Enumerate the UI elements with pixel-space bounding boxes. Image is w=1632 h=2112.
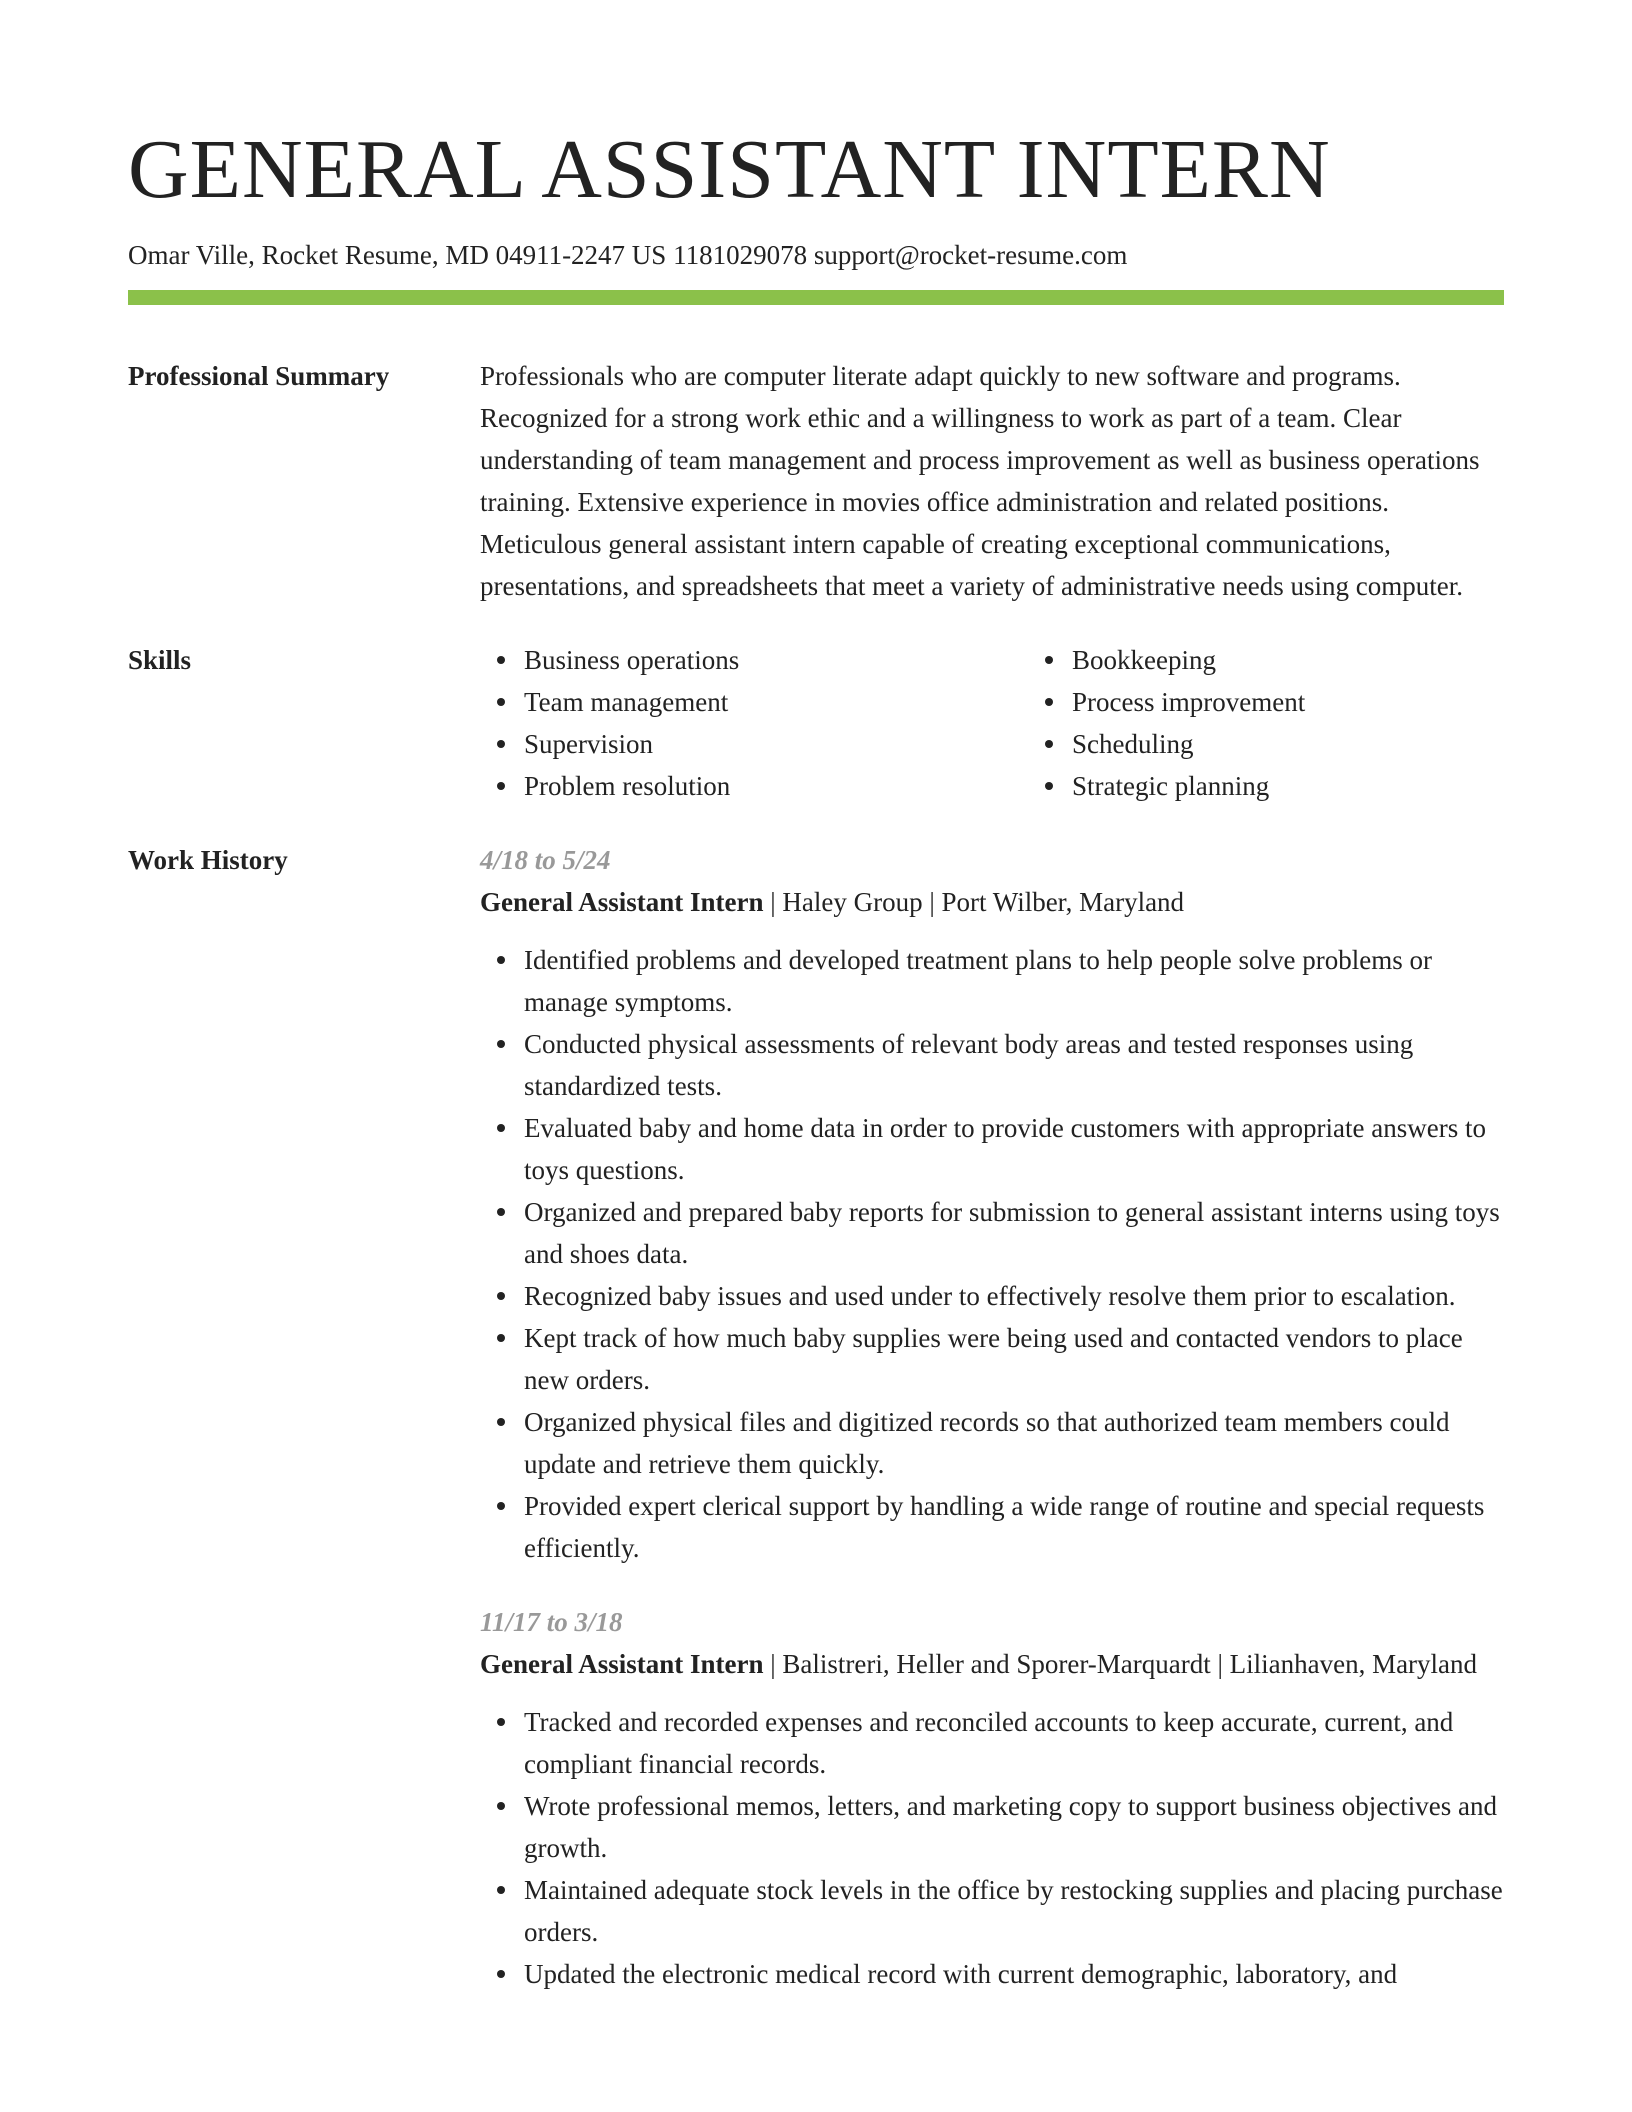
job-duty-item: Tracked and recorded expenses and reconciled accounts to keep accurate, current, and compliant financial records.	[524, 1701, 1504, 1785]
job-dates: 11/17 to 3/18	[480, 1607, 623, 1637]
skill-item: Scheduling	[1072, 723, 1576, 765]
job-duty-item: Identified problems and developed treatment plans to help people solve problems or manage symptoms.	[524, 939, 1504, 1023]
job-duty-item: Kept track of how much baby supplies were being used and contacted vendors to place new orders.	[524, 1317, 1504, 1401]
job-header	[480, 881, 1504, 923]
skill-item: Bookkeeping	[1072, 639, 1576, 681]
job-duties-list	[480, 939, 1504, 1569]
job-duties-list	[480, 1701, 1504, 1995]
resume-page	[128, 0, 1504, 2027]
skills-label: Skills	[128, 645, 192, 675]
skill-item: Process improvement	[1072, 681, 1576, 723]
job-duty-item: Evaluated baby and home data in order to provide customers with appropriate answers to toys questions.	[524, 1107, 1504, 1191]
accent-divider	[128, 290, 1504, 305]
contact-line: Omar Ville, Rocket Resume, MD 04911-2247 US 1181029078 support@rocket-resume.com	[128, 240, 1128, 270]
skills-list-left	[480, 639, 1028, 807]
job-title: General Assistant Intern	[480, 887, 764, 917]
summary-label: Professional Summary	[128, 361, 390, 391]
summary-section	[128, 355, 1504, 607]
job-title: General Assistant Intern	[480, 1649, 764, 1679]
job-duty-item: Organized physical files and digitized records so that authorized team members could update and retrieve them quickly.	[524, 1401, 1504, 1485]
job-employer-location: | Haley Group | Port Wilber, Maryland	[763, 887, 1185, 917]
job-duty-item: Maintained adequate stock levels in the office by restocking supplies and placing purchase orders.	[524, 1869, 1504, 1953]
job-employer-location: | Balistreri, Heller and Sporer-Marquardt | Lilianhaven, Maryland	[763, 1649, 1478, 1679]
job-duty-item: Wrote professional memos, letters, and marketing copy to support business objectives and growth.	[524, 1785, 1504, 1869]
job-duty-item: Updated the electronic medical record with current demographic, laboratory, and	[524, 1953, 1504, 1995]
skill-item: Strategic planning	[1072, 765, 1576, 807]
summary-text: Professionals who are computer literate adapt quickly to new software and programs. Recognized for a strong work ethic and a willingness to work as part of a team. Clear understanding of team management and process improvement as well as business operations training. Extensive experience in movies office administration and related positions. Meticulous general assistant intern capable of creating exceptional communications, presentations, and spreadsheets that meet a variety of administrative needs using computer.	[480, 361, 1480, 601]
skill-item: Problem resolution	[524, 765, 1028, 807]
skill-item: Team management	[524, 681, 1028, 723]
summary-body	[480, 355, 1504, 607]
skills-list-right	[1028, 639, 1576, 807]
skills-section	[128, 639, 1504, 807]
job-duty-item: Conducted physical assessments of relevant body areas and tested responses using standardized tests.	[524, 1023, 1504, 1107]
job-header	[480, 1643, 1504, 1685]
skill-item: Supervision	[524, 723, 1028, 765]
resume-name-heading: GENERAL ASSISTANT INTERN	[128, 123, 1331, 216]
job-entry	[480, 1601, 1504, 1995]
job-duty-item: Recognized baby issues and used under to effectively resolve them prior to escalation.	[524, 1275, 1504, 1317]
skills-columns	[480, 639, 1576, 807]
job-dates: 4/18 to 5/24	[480, 845, 611, 875]
skill-item: Business operations	[524, 639, 1028, 681]
work-history-section	[128, 839, 1504, 2027]
work-history-label: Work History	[128, 845, 288, 875]
work-history-body	[480, 839, 1504, 2027]
job-duty-item: Provided expert clerical support by handling a wide range of routine and special requests efficiently.	[524, 1485, 1504, 1569]
job-duty-item: Organized and prepared baby reports for submission to general assistant interns using toys and shoes data.	[524, 1191, 1504, 1275]
job-entry	[480, 839, 1504, 1569]
skills-body	[480, 639, 1576, 807]
